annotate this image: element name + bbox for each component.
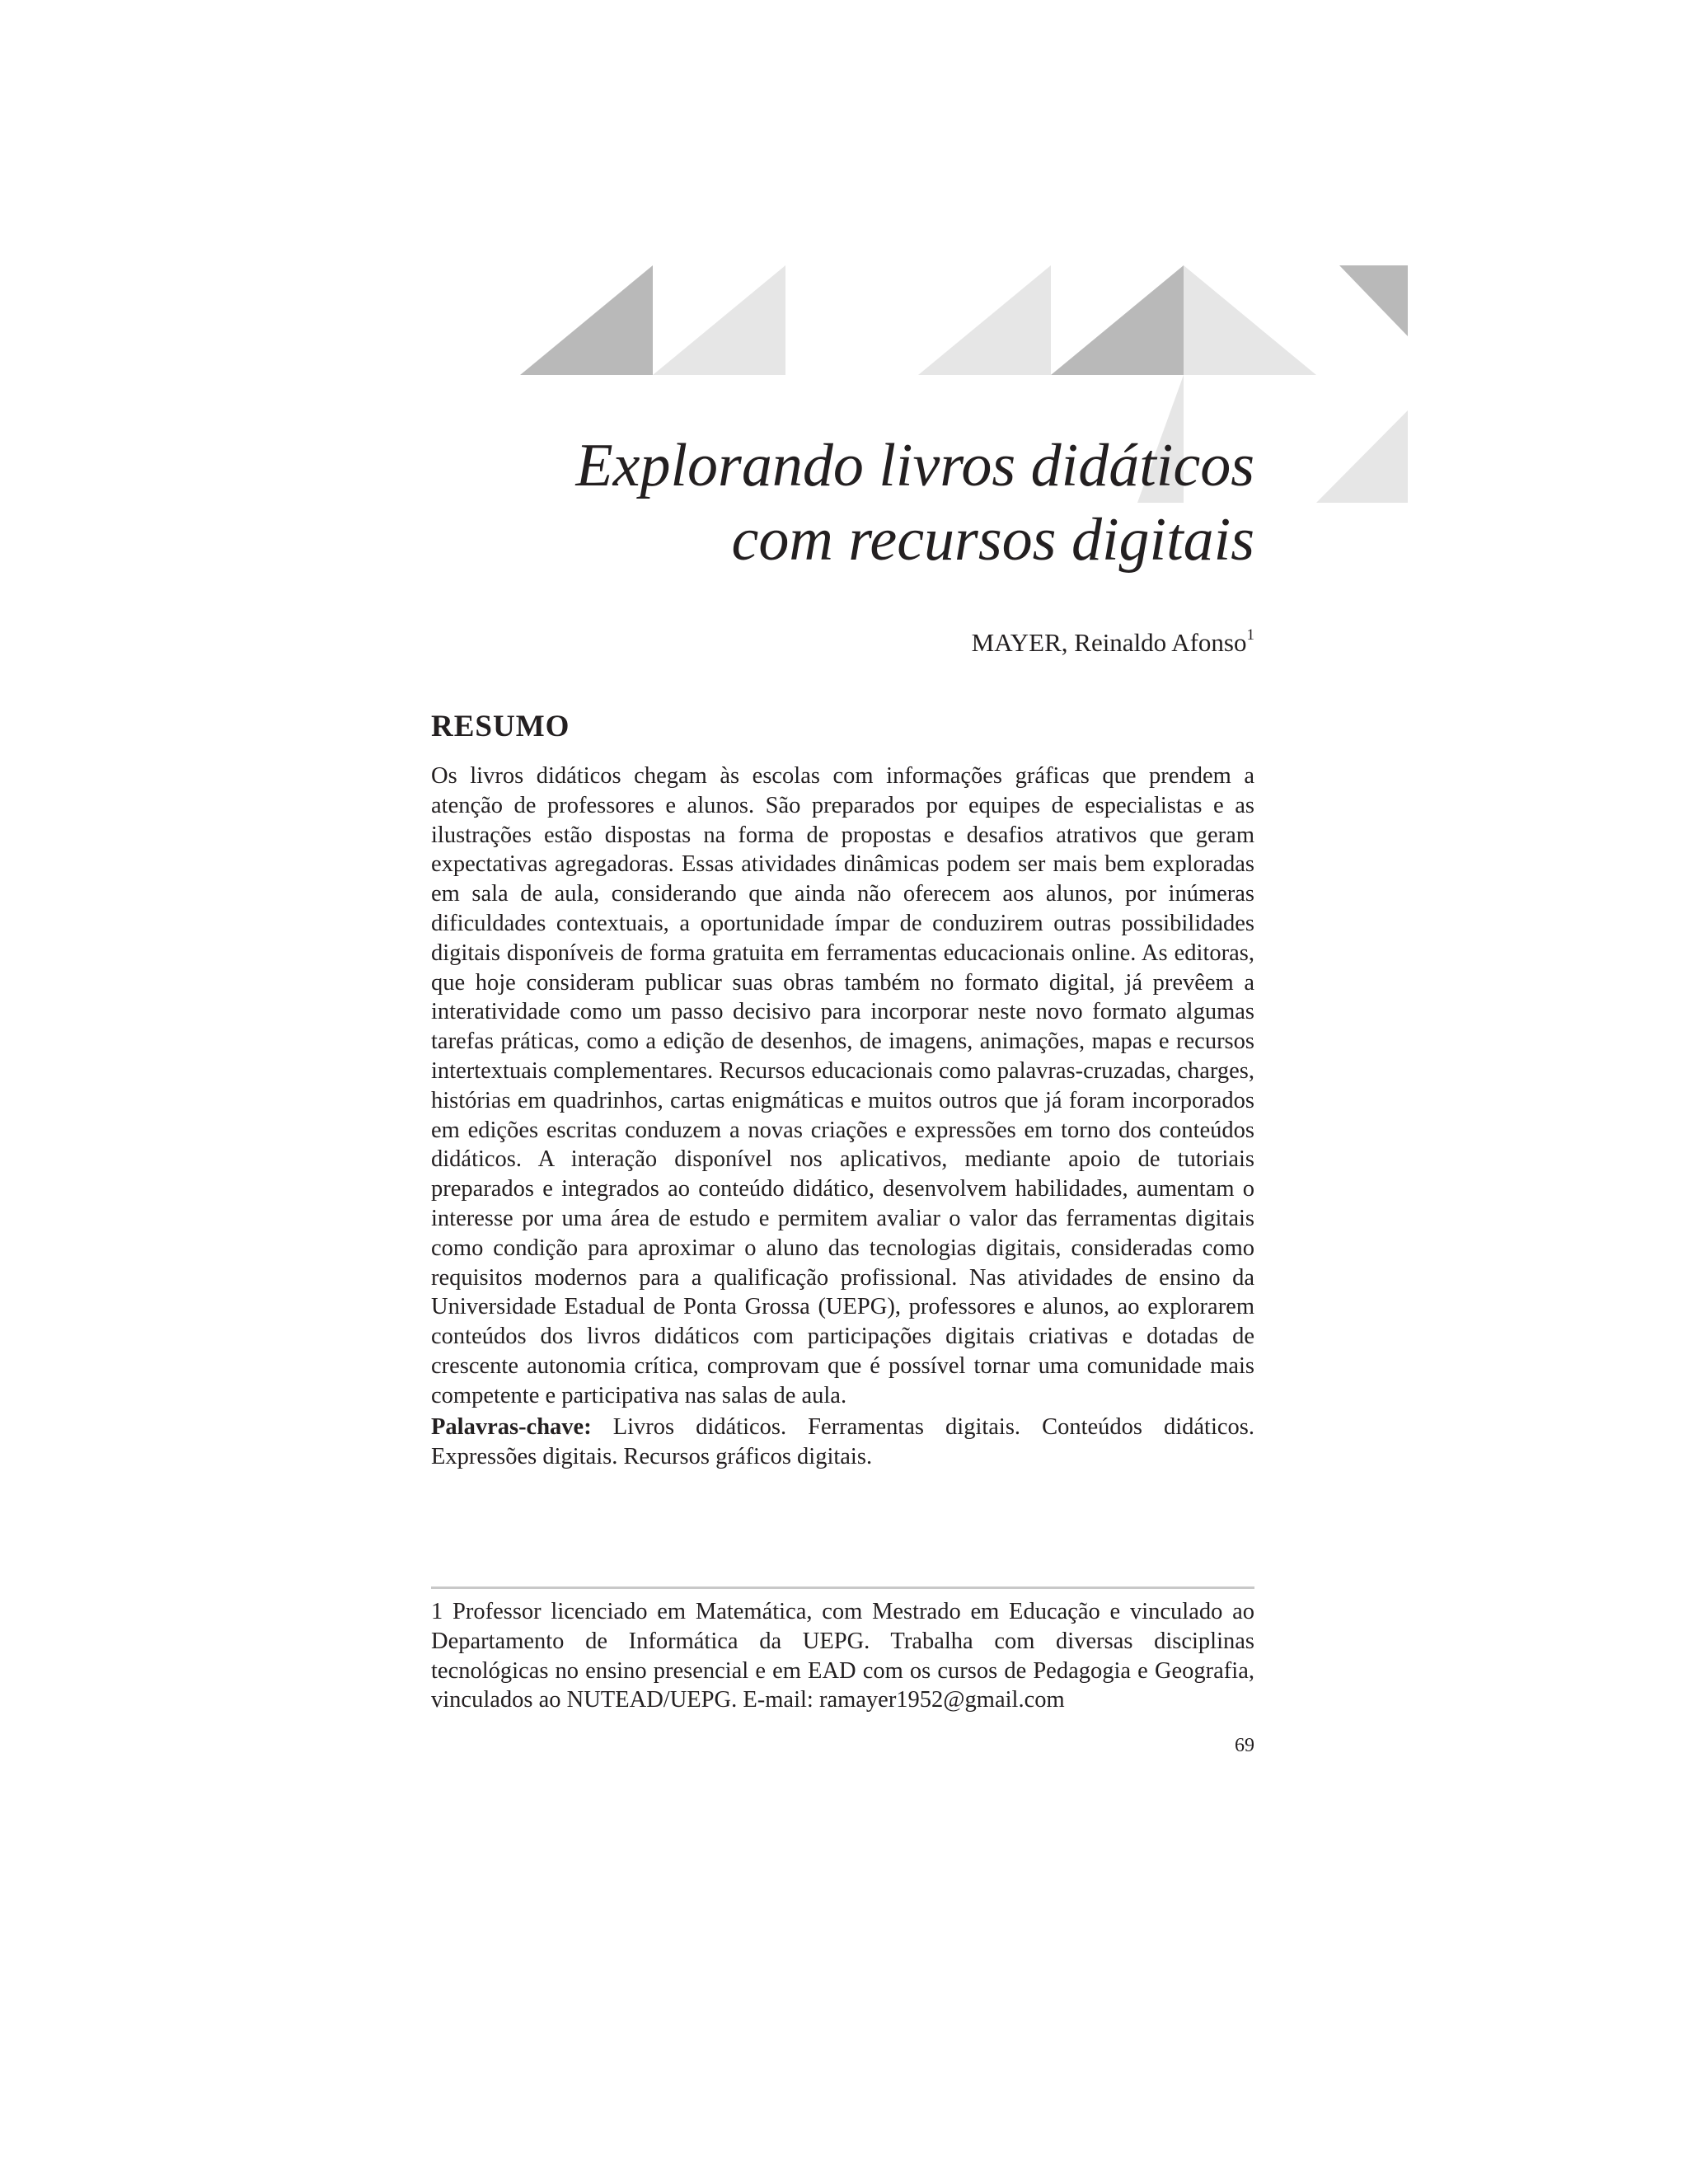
keywords-label: Palavras-chave: [431, 1414, 592, 1440]
abstract-text: Os livros didáticos chegam às escolas com informações gráficas que prendem a atenção de professores e alunos. São preparados por equipes de especialistas e as ilustrações estão dispostas na forma de propostas e desafios atrativos que geram expectativas agregadoras. Essas atividades dinâmicas podem ser mais bem exploradas em sala de aula, considerando que ainda não oferecem aos alunos, por inúmeras dificuldades contextuais, a oportunidade ímpar de conduzirem outras possibilidades digitais disponíveis de forma gratuita em ferramentas educacionais online. As editoras, que hoje consideram publicar suas obras também no formato digital, já prevêem a interatividade como um passo decisivo para incorporar neste novo formato algumas tarefas práticas, como a edição de desenhos, de imagens, animações, mapas e recursos intertextuais complementares. Recursos educacionais como palavras-cruzadas, charges, histórias em quadrinhos, cartas enigmáticas e muitos outros que já foram incorporados em edições escritas conduzem a novas criações e expressões em torno dos conteúdos didáticos. A interação disponível nos aplicativos, mediante apoio de tutoriais preparados e integrados ao conteúdo didático, desenvolvem habilidades, aumentam o interesse por uma área de estudo e permitem avaliar o valor das ferramentas digitais como condição para aproximar o aluno das tecnologias digitais, consideradas como requisitos modernos para a qualificação profissional. Nas atividades de ensino da Universidade Estadual de Ponta Grossa (UEPG), professores e alunos, ao explorarem conteúdos dos livros didáticos com participações digitais criativas e dotadas de crescente autonomia crítica, comprovam que é possível tornar uma comunidade mais competente e participativa nas salas de aula. [431, 763, 1254, 1408]
title-line-2: com recursos digitais [731, 506, 1254, 574]
title-line-1: Explorando livros didáticos [575, 432, 1254, 499]
abstract-heading: RESUMO [431, 710, 570, 743]
keywords [431, 1413, 1254, 1472]
article-title [528, 429, 1254, 577]
triangle-3 [918, 265, 1051, 375]
author-footnote-marker: 1 [1246, 626, 1254, 644]
triangle-1 [520, 265, 653, 375]
triangle-6 [1339, 265, 1408, 336]
triangle-2 [653, 265, 785, 375]
footnote-text: 1 Professor licenciado em Matemática, com Mestrado em Educação e vinculado ao Departamento de Informática da UEPG. Trabalha com diversas disciplinas tecnológicas no ensino presencial e em EAD com os cursos de Pedagogia e Geografia, vinculados ao NUTEAD/UEPG. E-mail: ramayer1952@gmail.com [431, 1599, 1254, 1713]
triangle-8 [1316, 410, 1408, 503]
page-number: 69 [1235, 1735, 1254, 1756]
author-line [742, 626, 1254, 659]
footnote-divider [431, 1586, 1254, 1589]
author-name: MAYER, Reinaldo Afonso [971, 628, 1247, 657]
triangle-5 [1184, 265, 1316, 375]
triangle-4 [1051, 265, 1184, 375]
keywords-text: Livros didáticos. Ferramentas digitais. Conteúdos didáticos. Expressões digitais. Recursos gráficos digitais. [431, 1414, 1255, 1469]
